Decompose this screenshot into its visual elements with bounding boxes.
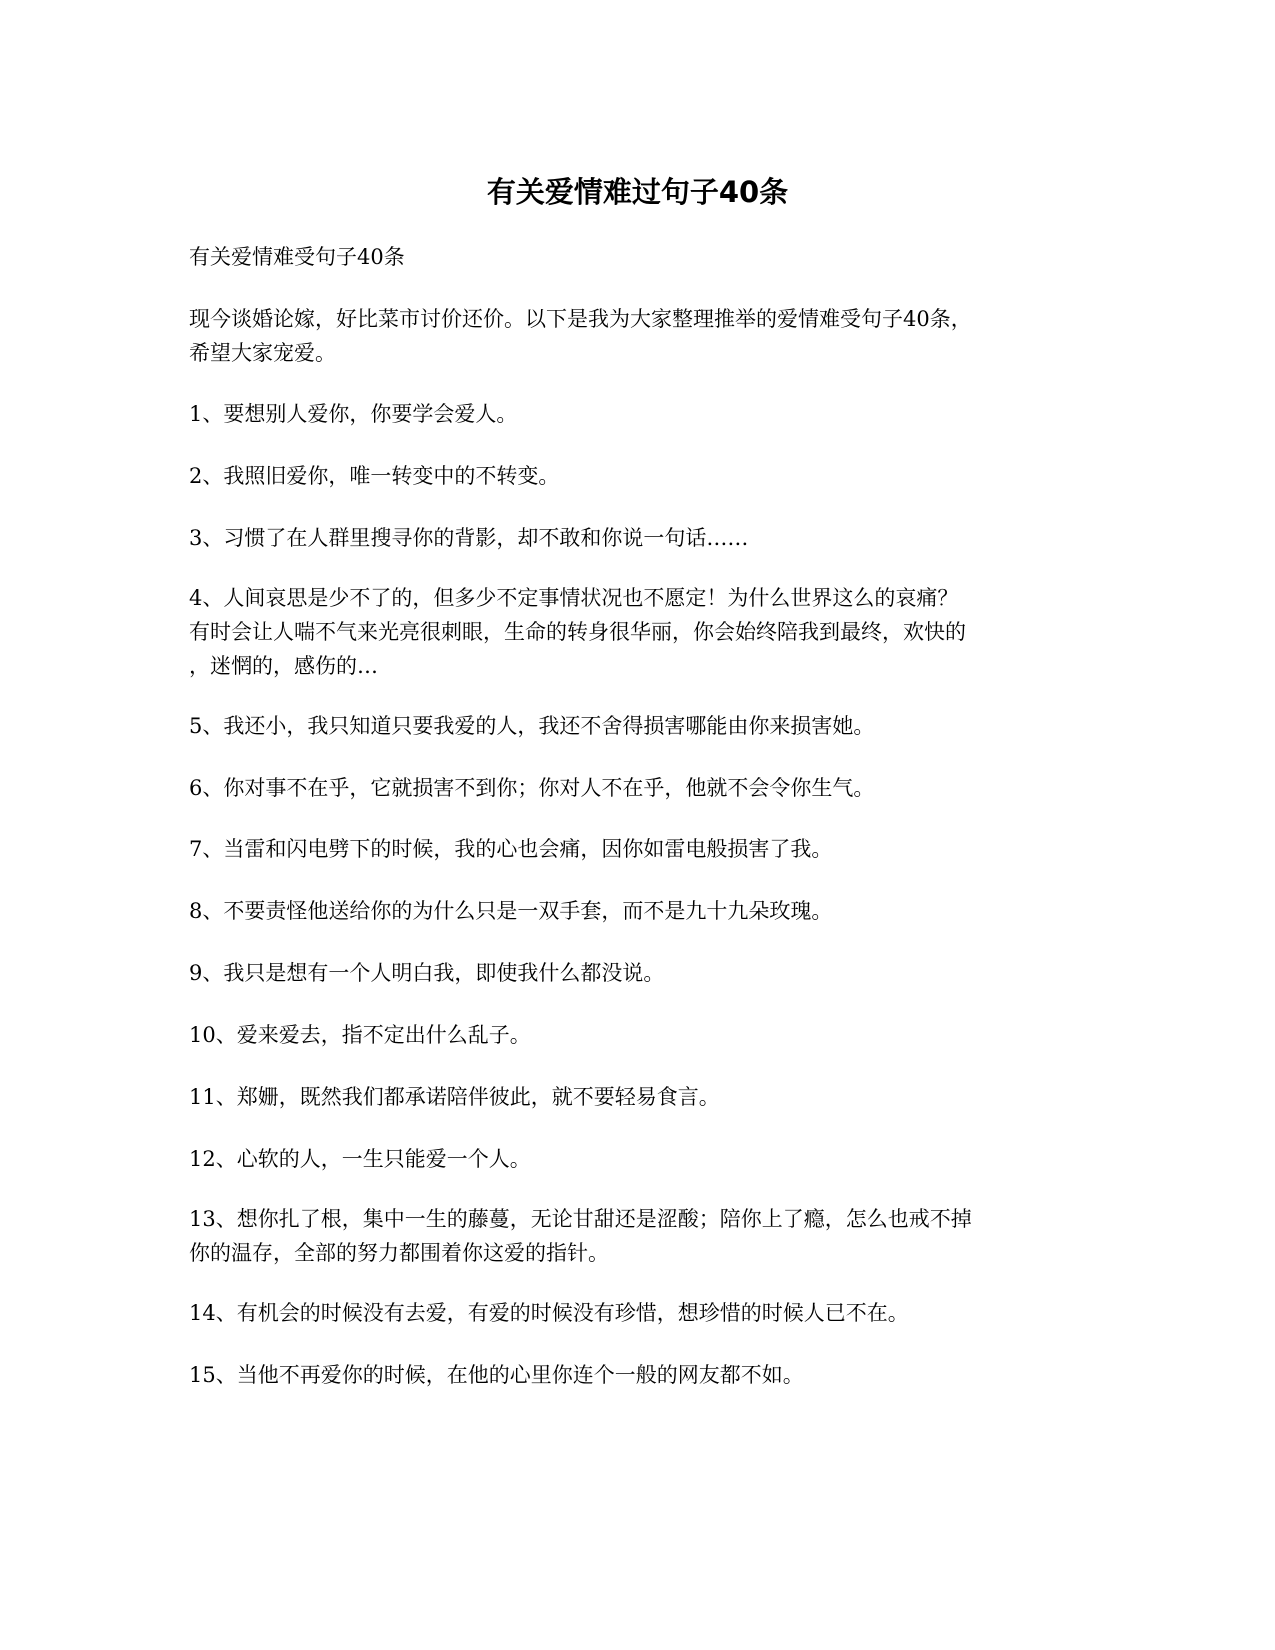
list-item	[189, 1080, 1089, 1114]
list-item	[189, 709, 1089, 743]
list-item-text: 6、你对事不在乎，它就损害不到你；你对人不在乎，他就不会令你生气。	[189, 776, 875, 800]
subtitle: 有关爱情难受句子40条	[189, 245, 405, 269]
list-item	[189, 894, 1089, 928]
list-item-text: 1、要想别人爱你，你要学会爱人。	[189, 402, 518, 426]
list-item-text: 5、我还小，我只知道只要我爱的人，我还不舍得损害哪能由你来损害她。	[189, 714, 875, 738]
intro-paragraph	[189, 302, 1089, 370]
list-item-text: 7、当雷和闪电劈下的时候，我的心也会痛，因你如雷电般损害了我。	[189, 837, 833, 861]
list-item-text: 10、爱来爱去，指不定出什么乱子。	[189, 1023, 531, 1047]
list-item-text: 2、我照旧爱你，唯一转变中的不转变。	[189, 464, 560, 488]
list-item-text: 11、郑姗，既然我们都承诺陪伴彼此，就不要轻易食言。	[189, 1085, 720, 1109]
document-title: 有关爱情难过句子40条	[486, 175, 789, 209]
list-item-text: 14、有机会的时候没有去爱，有爱的时候没有珍惜，想珍惜的时候人已不在。	[189, 1301, 909, 1325]
list-item	[189, 1202, 1089, 1270]
list-item	[189, 581, 1089, 683]
list-item-text: 13、想你扎了根，集中一生的藤蔓，无论甘甜还是涩酸；陪你上了瘾，怎么也戒不掉	[189, 1207, 972, 1231]
list-item-text: 有时会让人喘不气来光亮很刺眼，生命的转身很华丽，你会始终陪我到最终，欢快的	[189, 620, 966, 644]
list-item-text: 9、我只是想有一个人明白我，即使我什么都没说。	[189, 961, 665, 985]
list-item	[189, 1018, 1089, 1052]
list-item	[189, 956, 1089, 990]
list-item	[189, 1142, 1089, 1176]
list-item	[189, 1296, 1089, 1330]
intro-line: 希望大家宠爱。	[189, 341, 336, 365]
list-item	[189, 397, 1089, 431]
list-item	[189, 521, 1089, 555]
list-item-text: 4、人间哀思是少不了的，但多少不定事情状况也不愿定！为什么世界这么的哀痛？	[189, 586, 959, 610]
list-item	[189, 459, 1089, 493]
list-item	[189, 1358, 1089, 1392]
list-item	[189, 771, 1089, 805]
intro-line: 现今谈婚论嫁，好比菜市讨价还价。以下是我为大家整理推举的爱情难受句子40条，	[189, 307, 972, 331]
list-item-text: 3、习惯了在人群里搜寻你的背影，却不敢和你说一句话……	[189, 526, 749, 550]
list-item-text: 15、当他不再爱你的时候，在他的心里你连个一般的网友都不如。	[189, 1363, 804, 1387]
list-item-text: 你的温存，全部的努力都围着你这爱的指针。	[189, 1241, 609, 1265]
list-item	[189, 832, 1089, 866]
list-item-text: 8、不要责怪他送给你的为什么只是一双手套，而不是九十九朵玫瑰。	[189, 899, 833, 923]
list-item-text: 12、心软的人，一生只能爱一个人。	[189, 1147, 531, 1171]
list-item-text: ，迷惘的，感伤的…	[189, 654, 378, 678]
